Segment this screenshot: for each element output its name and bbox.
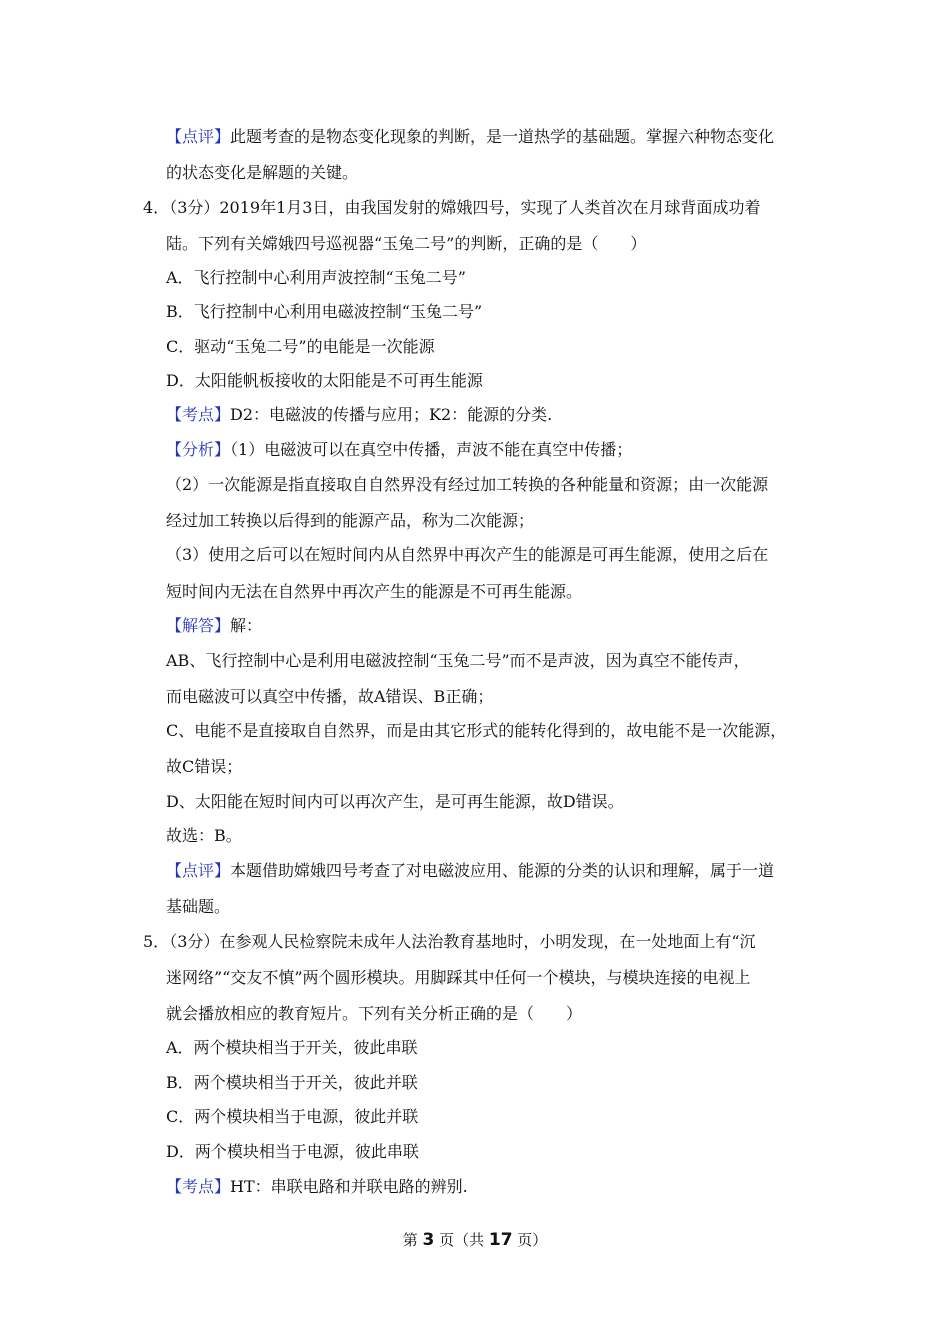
q4-fenxi-line-2: （2）一次能源是指直接取自自然界没有经过加工转换的各种能量和资源；由一次能源	[166, 475, 769, 494]
review-text: 本题借助嫦娥四号考查了对电磁波应用、能源的分类的认识和理解，属于一道	[230, 861, 775, 880]
q4-jieda	[166, 615, 262, 637]
kaodian-text: HT：串联电路和并联电路的辨别.	[230, 1177, 468, 1196]
footer-total-pages: 17	[488, 1230, 513, 1250]
footer-pre: 第	[402, 1231, 423, 1249]
fenxi-text: （1）电磁波可以在真空中传播，声波不能在真空中传播；	[230, 440, 633, 459]
q5-stem-line-3: 就会播放相应的教育短片。下列有关分析正确的是（ ）	[166, 1004, 583, 1023]
q4-fenxi-line-3: 经过加工转换以后得到的能源产品，称为二次能源；	[166, 511, 535, 530]
prev-review-line-1	[166, 126, 774, 148]
q5-stem-text: （3分）在参观人民检察院未成年人法治教育基地时，小明发现，在一处地面上有“沉	[169, 932, 756, 951]
q4-jieda-line-4: 故C错误；	[166, 757, 243, 776]
kaodian-tag: 【考点】	[166, 1177, 231, 1196]
q4-option-b: B．飞行控制中心利用电磁波控制“玉兔二号”	[166, 302, 483, 321]
jieda-tag: 【解答】	[166, 616, 231, 635]
page-footer	[0, 1229, 950, 1251]
q5-number: 5．	[143, 932, 170, 951]
q4-review-line-2: 基础题。	[166, 897, 231, 916]
q4-stem-line-2: 陆。下列有关嫦娥四号巡视器“玉兔二号”的判断，正确的是（ ）	[166, 234, 647, 253]
q5-option-a: A．两个模块相当于开关，彼此串联	[166, 1038, 418, 1057]
q5-stem-line-1	[143, 931, 756, 953]
kaodian-text: D2：电磁波的传播与应用；K2：能源的分类.	[230, 405, 553, 424]
q4-jieda-line-2: 而电磁波可以真空中传播，故A错误、B正确；	[166, 687, 494, 706]
q5-kaodian	[166, 1176, 468, 1198]
footer-mid: 页（共	[434, 1231, 489, 1249]
q4-option-a: A．飞行控制中心利用声波控制“玉兔二号”	[166, 268, 466, 287]
q4-option-c: C．驱动“玉兔二号”的电能是一次能源	[166, 337, 435, 356]
review-text: 此题考查的是物态变化现象的判断，是一道热学的基础题。掌握六种物态变化	[230, 127, 775, 146]
q4-stem-line-1	[143, 197, 760, 219]
review-tag: 【点评】	[166, 861, 231, 880]
q4-fenxi-line-4: （3）使用之后可以在短时间内从自然界中再次产生的能源是可再生能源，使用之后在	[166, 545, 769, 564]
q4-option-d: D．太阳能帆板接收的太阳能是不可再生能源	[166, 371, 483, 390]
q4-jieda-line-1: AB、飞行控制中心是利用电磁波控制“玉兔二号”而不是声波，因为真空不能传声，	[166, 651, 750, 670]
q4-jieda-line-6: 故选：B。	[166, 826, 242, 845]
fenxi-tag: 【分析】	[166, 440, 231, 459]
kaodian-tag: 【考点】	[166, 405, 231, 424]
q5-option-b: B．两个模块相当于开关，彼此并联	[166, 1073, 418, 1092]
review-tag: 【点评】	[166, 127, 231, 146]
q5-stem-line-2: 迷网络”“交友不慎”两个圆形模块。用脚踩其中任何一个模块，与模块连接的电视上	[166, 968, 751, 987]
q4-jieda-line-3: C、电能不是直接取自自然界，而是由其它形式的能转化得到的，故电能不是一次能源，	[166, 721, 787, 740]
jieda-text: 解：	[230, 616, 263, 635]
q4-stem-text: （3分）2019年1月3日，由我国发射的嫦娥四号，实现了人类首次在月球背面成功着	[169, 198, 761, 217]
q4-number: 4．	[143, 198, 170, 217]
q4-review-line-1	[166, 860, 774, 882]
prev-review-line-2: 的状态变化是解题的关键。	[166, 163, 359, 182]
footer-post: 页）	[512, 1231, 548, 1249]
q5-option-d: D．两个模块相当于电源，彼此串联	[166, 1142, 419, 1161]
q4-fenxi-line-5: 短时间内无法在自然界中再次产生的能源是不可再生能源。	[166, 582, 583, 601]
q4-fenxi-line-1	[166, 439, 632, 461]
footer-page-number: 3	[422, 1230, 435, 1250]
q4-jieda-line-5: D、太阳能在短时间内可以再次产生，是可再生能源，故D错误。	[166, 792, 624, 811]
q4-kaodian	[166, 404, 552, 426]
q5-option-c: C．两个模块相当于电源，彼此并联	[166, 1107, 419, 1126]
